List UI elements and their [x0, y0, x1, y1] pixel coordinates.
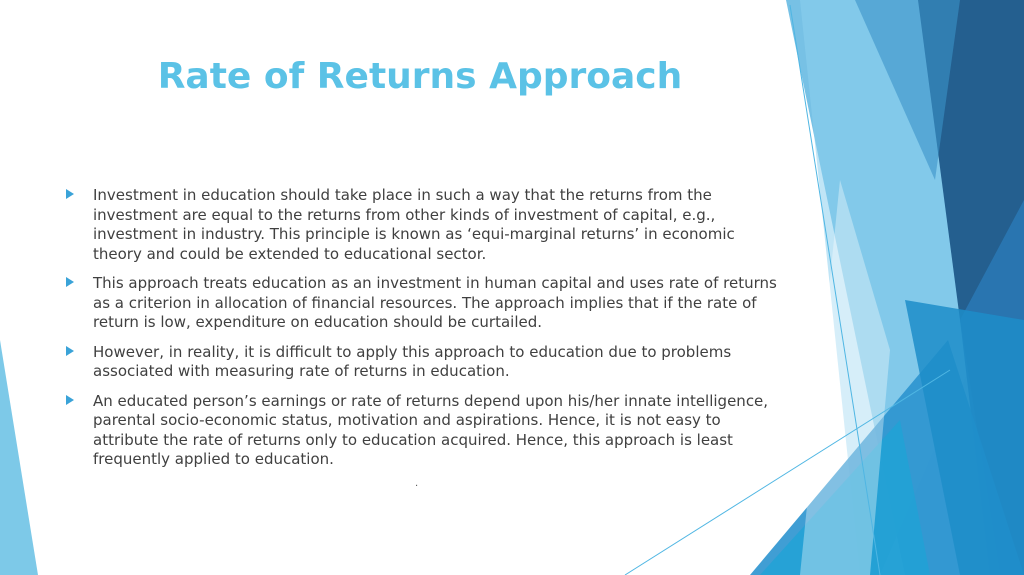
- bullet-text: Investment in education should take place in such a way that the returns from the investment are equal to the returns from other kinds of investment of capital, e.g., investment in industry. This principle is known as ‘equi-marginal returns’ in economic theory and could be extended to educational sector.: [93, 186, 735, 263]
- bullet-text: An educated person’s earnings or rate of returns depend upon his/her innate intelligence, parental socio-economic status, motivation and aspirations. Hence, it is not easy to attribute the rate of returns only to education acquired. Hence, this approach is least frequently applied to education.: [93, 391, 769, 468]
- bullet-item: [64, 186, 779, 264]
- bullet-arrow-icon: [66, 395, 74, 405]
- bullet-item: [64, 343, 779, 382]
- slide-title: Rate of Returns Approach: [157, 56, 683, 97]
- footer-mark: .: [415, 478, 419, 489]
- bullet-arrow-icon: [66, 277, 74, 287]
- bullet-list: [64, 186, 779, 480]
- bullet-text: However, in reality, it is difficult to apply this approach to education due to problems associated with measuring rate of returns in education.: [93, 342, 732, 380]
- bullet-item: [64, 392, 779, 470]
- bullet-arrow-icon: [66, 189, 74, 199]
- bullet-item: [64, 274, 779, 333]
- bullet-text: This approach treats education as an investment in human capital and uses rate of returns as a criterion in allocation of financial resources. The approach implies that if the rate of return is low, expenditure on education should be curtailed.: [93, 274, 777, 331]
- left-accent-shape: [0, 340, 38, 575]
- bullet-arrow-icon: [66, 346, 74, 356]
